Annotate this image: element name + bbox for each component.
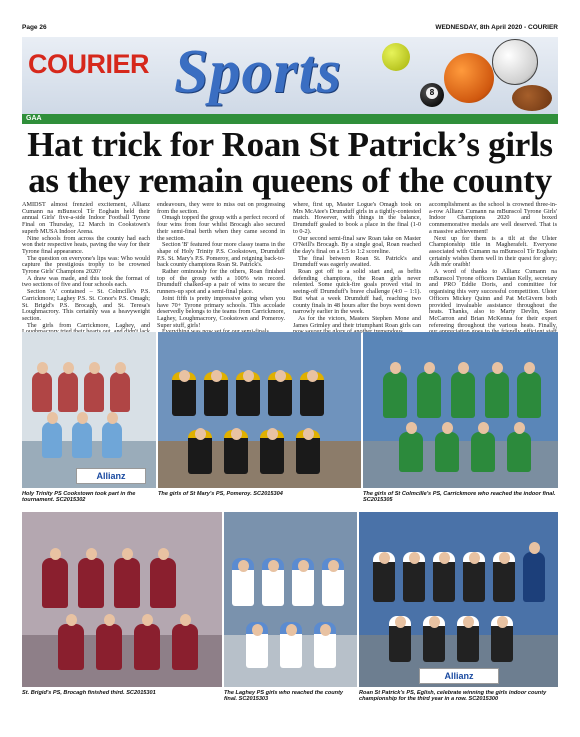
paragraph: Omagh topped the group with a perfect record of four wins from four whilst Brocagh also secured their semi-final berth when they came second in the section. xyxy=(157,214,285,242)
section-label: GAA xyxy=(26,115,42,122)
text-column-2 xyxy=(157,202,285,330)
paragraph: Next up for them is a tilt at the Ulster Championship title in Magherafelt. Everyone associated with Cumann na mBunscol Tír Eoghain certainly wishes them well in their quest for glory; Ádh mór oraibh! xyxy=(429,234,557,269)
masthead-sports: Sports xyxy=(174,38,342,106)
tennis-ball-icon xyxy=(382,43,410,71)
team-photo-carrickmore xyxy=(363,332,558,488)
paragraph: accomplishment as the school is crowned three-in-a-row Allianz Cumann na mBunscol Tyrone Girls' Indoor Champions 2020 and boxed commemorative medals are well deserved. That is a massive achievement! xyxy=(429,201,557,235)
photo-caption: The Laghey PS girls who reached the county final. SC2015303 xyxy=(224,690,344,703)
paragraph: AMIDST almost frenzied excitement, Allianz Cumann na mBunscol Tír Eoghain held their annual Girls' five-a-side Indoor Football Tyrone Final on Thursday, 12 March in Cookstown's superb MUSA Indoor Arena. xyxy=(22,201,150,235)
allianz-banner: Allianz xyxy=(76,468,146,484)
text-column-3 xyxy=(293,202,421,330)
paragraph: A draw was made, and this took the format of two sections of five and four schools each. xyxy=(22,274,150,289)
team-photo-pomeroy xyxy=(158,332,361,488)
team-photo-laghey xyxy=(224,512,357,687)
paragraph: where, first up, Master Logue's Omagh took on Mrs McAtee's Drumduff girls in a tightly-contested match. However, with things in the balance, Drumduff goaled to book a place in the final (1-0 to 0-2). xyxy=(293,201,421,235)
paragraph: Nine schools from across the county had each won their respective heats, paving the way for their Tyrone final appearance. xyxy=(22,234,150,255)
rugby-ball-icon xyxy=(512,85,552,111)
paragraph: Rather ominously for the others, Roan finished top of the group with a 100% win record. Drumduff chalked-up a pair of wins to secure the runners-up spot and a semi-final place. xyxy=(157,268,285,296)
paragraph: Joint fifth is pretty impressive going when you have 70+ Tyrone primary schools. This accolade deservedly belongs to the teams from Carrickmore, Laghey, Loughmacrory, Cookstown and Pomeroy. Super stuff, girls! xyxy=(157,294,285,329)
photo-caption: The girls of St Mary's PS, Pomeroy. SC2015304 xyxy=(158,491,283,497)
paragraph: The question on everyone's lips was: Who would capture the prestigious trophy to be crowned Tyrone Girls' Champions 2020? xyxy=(22,254,150,276)
football-icon xyxy=(492,39,538,85)
paragraph: As for the victors, Masters Stephen Mone and James Grimley and their triumphant Roan girls can xyxy=(293,314,421,329)
text-column-4 xyxy=(429,202,557,330)
paragraph: The final between Roan St. Patrick's and Drumduff was eagerly awaited. xyxy=(293,254,421,269)
text-column-1 xyxy=(22,202,150,330)
sports-masthead xyxy=(22,37,558,114)
basketball-icon xyxy=(444,53,494,103)
section-bar xyxy=(22,114,558,124)
paragraph: Our second semi-final saw Roan take on Master O'Neill's Brocagh. By a single goal, Roan reached the day's final on a 1:5 to 1:2 scoreline. xyxy=(293,234,421,255)
photo-caption: The girls of St Colmcille's PS, Carrickmore who reached the indoor final. SC2015305 xyxy=(363,491,556,504)
page-number: Page 26 xyxy=(22,24,47,31)
paragraph: Roan got off to a solid start and, as befits defending champions, the Roan girls never relented. Some quick-fire goals proved vital in seeing-off Drumduff's brave challenge (4:0 – 1:1). But what a week Drumduff had, reaching two county finals in 48 hours after the boys went down narrowly earlier in the week. xyxy=(293,268,421,316)
eight-ball-icon xyxy=(420,83,444,107)
photo-caption: St. Brigid's PS, Brocagh finished third. SC2015301 xyxy=(22,690,156,696)
masthead-courier: COURIER xyxy=(28,49,150,79)
paragraph: Section 'B' featured four more classy teams in the shape of Holy Trinity P.S. Cookstown, Drumduff P.S. St. Mary's P.S. Pomeroy, and reigning back-to-back county champions Roan St. Patrick's. xyxy=(157,241,285,269)
issue-date: WEDNESDAY, 8th April 2020 - COURIER xyxy=(435,24,558,31)
page-header-line xyxy=(22,24,558,34)
paragraph: A word of thanks to Allianz Cumann na mBunscol Tyrone officers Damian Kelly, secretary and PRO Eddie Doris, and committee for organising this very successful competition. Ulster Officers Mickey Quinn and Pat McGivern both provided invaluable assistance throughout the heats. Thanks, also to Marty Devlin, Sean McCarron and Brian McKenna for their expert refereeing throughout the various heats. Finally, xyxy=(429,268,557,329)
photo-caption: Roan St Patrick's PS, Eglish, celebrate winning the girls indoor county championship for the third year in a row. SC2015300 xyxy=(359,690,547,703)
team-photo-cookstown xyxy=(22,332,156,488)
team-photo-brocagh xyxy=(22,512,222,687)
team-photo-roan xyxy=(359,512,558,687)
allianz-banner: Allianz xyxy=(419,668,499,684)
paragraph: endeavours, they were to miss out on progressing from the section. xyxy=(157,201,285,215)
paragraph: Section 'A' contained – St. Colmcille's P.S. Carrickmore; Laghey P.S. St. Conor's P.S. Omagh; St. Brigid's P.S. Brocagh, and St. Teresa's Loughmacrory. This certainly was a heavyweight section. xyxy=(22,288,150,322)
paragraph: The girls from Carrickmore, Laghey, and xyxy=(27,321,150,329)
photo-caption: Holy Trinity PS Cookstown took part in the tournament. SC2015302 xyxy=(22,491,136,504)
article-headline: Hat trick for Roan St Patrick’s girls as they remain queens of the county xyxy=(27,125,553,200)
